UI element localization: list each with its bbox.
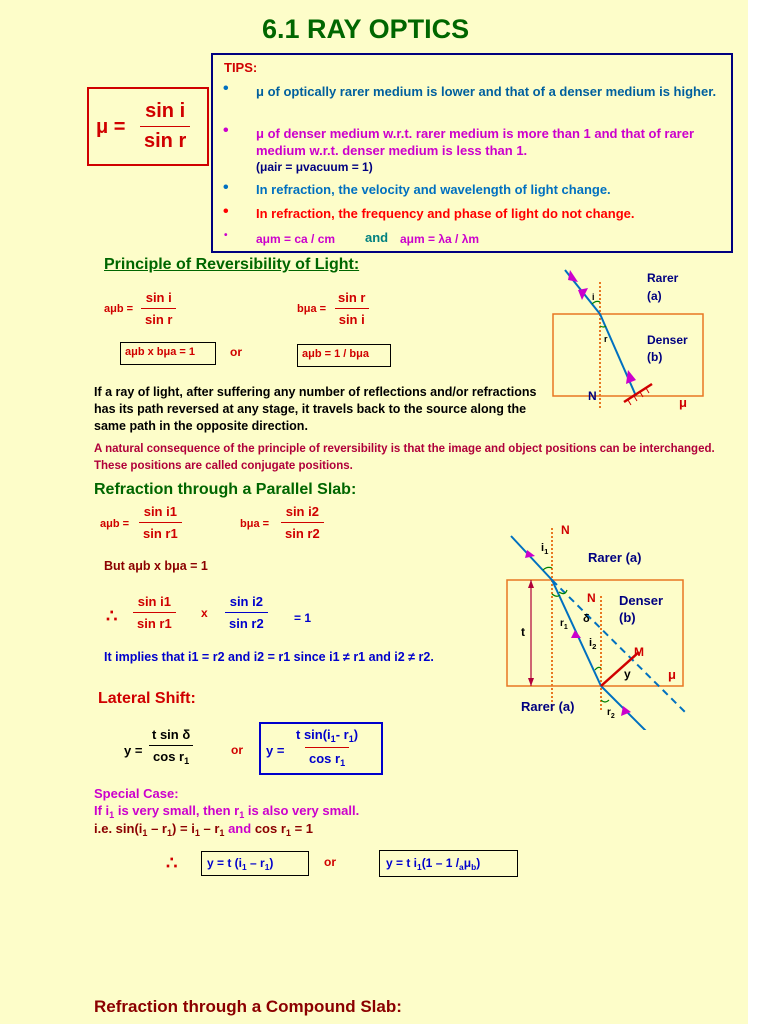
angle-r-arc [600,326,606,327]
slab-arc-i1 [543,567,552,570]
thick-arrow-bottom [528,678,534,686]
lat-y1-num: t sin δ [152,727,191,742]
slab-f2-fraction [281,504,324,541]
mu-fraction [140,100,190,153]
tip1-bullet: • [223,80,229,97]
slab-f2-lhs: bμa = [240,518,270,530]
diagram-i-label: i [592,292,595,302]
tip5-and: and [365,230,389,245]
slab-diag-i1: $i_1$ [541,542,549,556]
rev-f1-den: sin r [141,308,176,327]
slab-diag-denser: Denser [619,593,664,608]
rev-statement: If a ray of light, after suffering any number of reflections and/or refractions has its path reversed at any stage, it travels back to the source along the same path in the opposite direction. [94,385,537,433]
tip2-bullet: • [223,122,229,139]
rev-f2-num: sin r [338,290,366,305]
lat-y1-fraction [148,727,194,766]
mu-den: sin r [140,126,190,153]
rev-diag-mu: μ [679,395,687,410]
slab-f2-num: sin i2 [285,504,319,519]
slab-f1-fraction [139,504,182,541]
slab-diag-i2: $i_2$ [589,637,597,651]
lat-y2-den: $\cos r_1$ [305,747,349,768]
tip2-note: (μair = μvacuum = 1) [256,160,373,174]
slab-diag-M: M [634,645,644,659]
arrow-head-3 [626,370,636,384]
slab-f1-den: sin r1 [139,522,182,541]
slab-heading: Refraction through a Parallel Slab: [94,481,357,498]
reversibility-diagram [540,260,720,420]
slab-t-den1: sin r1 [133,612,176,631]
slab-therefore: ∴ [106,606,118,626]
slab-diag-rarer-top: Rarer (a) [588,550,642,565]
slab-f1-lhs: aμb = [100,518,130,530]
slab-f2-den: sin r2 [281,522,324,541]
tips-heading: TIPS: [224,60,258,75]
rev-diag-normal: N [588,389,597,403]
rev-consequence: A natural consequence of the principle of reversibility is that the image and object positions can be interchanged. These positions are called conjugate positions. [94,443,715,472]
slab-t-num2: sin i2 [229,594,263,609]
diagram-r-label: r [604,334,608,344]
tip5-bullet: • [224,230,228,241]
slab-f1-num: sin i1 [143,504,177,519]
rev-diag-denser-sym: (b) [647,350,663,364]
tip4-text: In refraction, the frequency and phase of light do not change. [256,206,635,221]
rev-f1-num: sin i [145,290,172,305]
tip4-bullet: • [223,203,229,220]
slab-arc-r2 [601,700,609,702]
slab-diag-y: y [624,667,631,681]
tip2-text: μ of denser medium w.r.t. rarer medium is more than 1 and that of rarer medium w.r.t. denser medium is less than 1. [256,126,695,158]
arrow-head-1 [568,270,578,282]
tip3-text: In refraction, the velocity and wavelength of light change. [256,182,611,197]
slab-t-num1: sin i1 [137,594,171,609]
tip5-formula-b: aμm = λa / λm [400,232,480,246]
rev-diag-denser: Denser [647,333,688,347]
rev-f1-fraction [141,290,176,327]
mu-num: sin i [145,100,186,122]
slab-times: x [201,606,208,620]
lat-y1-den: $\cos r_1$ [149,745,193,766]
mirror-line [624,384,652,402]
rev-box2-text: aμb = 1 / bμa [302,348,369,360]
compound-heading: Refraction through a Compound Slab: [94,997,402,1016]
thick-arrow-top [528,580,534,588]
lat-or: or [231,743,243,757]
rev-diag-rarer: Rarer [647,271,679,285]
page-title: 6.1 RAY OPTICS [262,14,470,44]
rev-box1-text: aμb x bμa = 1 [125,346,196,358]
rev-diag-rarer-sym: (a) [647,289,662,303]
lat-special1: If $i_1$ is very small, then $r_1$ is also very small. [94,803,360,820]
mu-lhs: μ = [96,116,126,138]
tip5-formula-a: aμm = ca / cm [256,232,336,246]
lat-box2-text: y = t $i_1(1 - 1$ $/_a\mu_b$) [386,856,481,872]
slab-t-fraction2 [225,594,268,631]
lat-special2: i.e. $\sin(i_1 - r_1) = i_1 - r_1$ and $\cos r_1 = 1$ [94,821,313,838]
rev-or: or [230,345,242,359]
rev-f2-den: sin i [335,308,369,327]
lat-y2-num: t $\sin(i_1-$ $r_1$) [296,727,359,744]
lat-y2-fraction [292,727,362,768]
slab-eq1: = 1 [294,611,312,625]
tip3-bullet: • [223,179,229,196]
slab-diag-N2: N [587,591,596,605]
slab-diag-r1: $r_1$ [560,618,568,631]
lateral-heading: Lateral Shift: [98,690,196,707]
slab-diag-rarer-bottom: Rarer (a) [521,699,575,714]
rev-f1-lhs: aμb = [104,303,134,315]
slab-but: But aμb x bμa = 1 [104,559,208,573]
lat-or2: or [324,855,336,869]
rev-f2-fraction [334,290,369,327]
lat-special: Special Case: [94,786,179,801]
slab-diag-r2: $r_2$ [607,707,615,720]
lat-box1-text: y = t $(i_1 - r_1)$ [207,856,274,872]
rev-f2-lhs: bμa = [297,303,327,315]
slab-diag-delta: δ [583,613,590,625]
slab-implies: It implies that i1 = r2 and i2 = r1 since i1 ≠ r1 and i2 ≠ r2. [104,650,434,664]
slab-t-den2: sin r2 [225,612,268,631]
lat-y1-lhs: y = [124,743,143,758]
denser-medium-rect [553,314,703,396]
lat-special-and: and [228,821,252,836]
tip1-text: μ of optically rarer medium is lower and that of a denser medium is higher. [256,84,717,99]
slab-diag-N1: N [561,523,570,537]
lat-y2-lhs: y = [266,743,285,758]
slab-diag-denser-sym: (b) [619,610,636,625]
slab-t-fraction1 [133,594,176,631]
slab-diag-t: t [521,625,525,639]
lat-therefore: ∴ [166,853,178,873]
slab-diag-mu: μ [668,667,676,682]
reversibility-heading: Principle of Reversibility of Light: [104,256,360,273]
